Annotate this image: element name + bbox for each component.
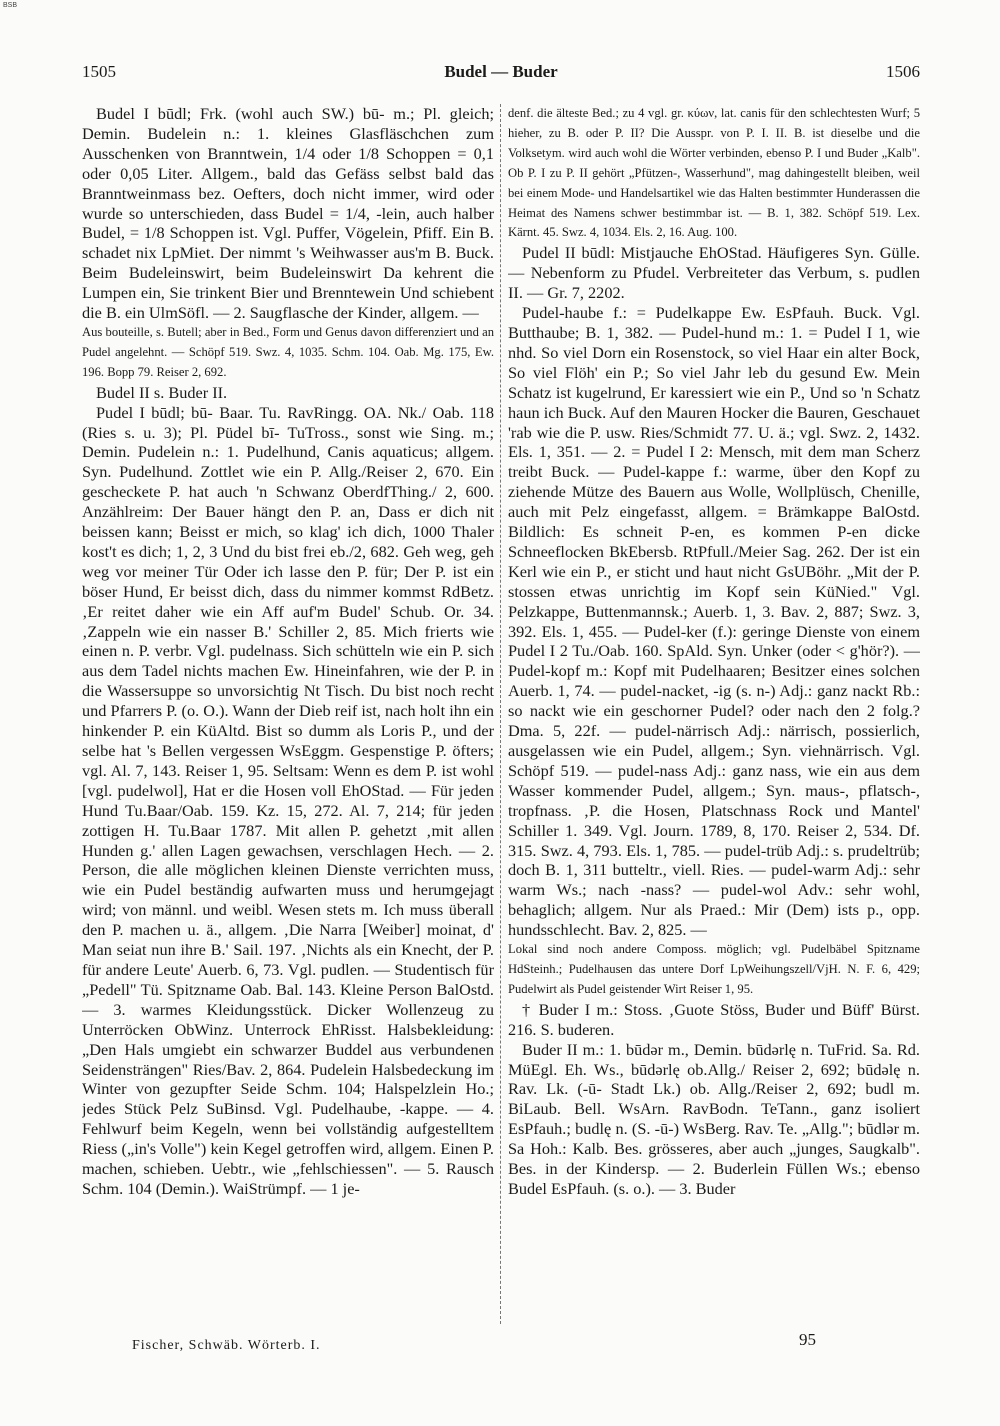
column-divider bbox=[500, 104, 501, 1324]
right-column bbox=[508, 104, 920, 1344]
publisher-line: Fischer, Schwäb. Wörterb. I. bbox=[132, 1338, 321, 1353]
page-footer bbox=[82, 1330, 920, 1358]
entry-pudel-compounds: Pudel-haube f.: = Pudelkappe Ew. EsPfauh. Buck. Vgl. Butthaube; B. 1, 382. — Pudel-hund m.: 1. = Pudel I 1, wie nhd. So viel Dorn ein Rosenstock, so viel Haar ein alter Bock, So viel Flöh' ein P.; So viel Jahr leb du gesund Ew. Mein Schatz ist kugelrund, Er karessiert wie ein P., Und so 'n Schatz haun ich Buck. Auf den Mauren Hocker die Bauren, Geschauet 'rab wie die P. usw. Ries/Schmidt 77. U. ä.; vgl. Swz. 2, 1432. Els. 1, 351. — 2. = Pudel I 2: Mensch, mit dem man Scherz treibt Buck. — Pudel-kappe f.: warme, über den Kopf zu ziehende Mütze des Bauern aus Wolle, Wollplüsch, Chenille, auch mit Pelz eingefasst, allgem. = Brämkappe BalOstd. Bildlich: Es schneit P-en, es kommen P-en dicke Schneeflocken BkEbersb. RtPfull./Meier Sag. 262. Der ist ein Kerl wie ein P., er sticht und haut nicht GsUBöhr. „Mit der P. stossen etwas unrichtig im Kopf sein KüNied." Vgl. Pelzkappe, Buttenmannsk.; Auerb. 1, 3. Bav. 2, 887; Swz. 3, 392. Els. 1, 455. — Pudel-ker (f.): geringe Dienste von einem Pudel I 2 Tu./Oab. 160. SpAld. Syn. Unker (oder < g'hör?). — Pudel-kopf m.: Kopf mit Pudelhaaren; Besitzer eines solchen Auerb. 1, 74. — pudel-nacket, -ig (s. n-) Adj.: ganz nackt Rb.: so nackt wie ein geschorner Pudel? oder nach den 2 folg.? Dma. 5, 22f. — pudel-närrisch Adj.: närrisch, possierlich, ausgelassen wie ein Pudel, allgem.; Syn. viehnärrisch. Vgl. Schöpf 519. — pudel-nass Adj.: ganz nass, wie ein aus dem Wasser kommender Pudel, allgem.; Syn. maus-, pflatsch-, tropfnass. ‚P. die Hosen, Platschnass Rock und Mantel' Schiller 1. 349. Vgl. Journ. 1789, 8, 170. Reiser 2, 534. Df. 315. Swz. 4, 793. Els. 1, 785. — pudel-trüb Adj.: s. prudeltrüb; doch B. 1, 311 butteltr., viell. Ries. — pudel-warm Adj.: sehr warm Ws.; nach -nass? — pudel-wol Adv.: sehr wohl, behaglich; allgem. Nur als Praed.: Mir (Dem) ists p., opp. hundsschlecht. Bav. 2, 825. — bbox=[508, 303, 920, 940]
entry-budel-1: Budel I būdl; Frk. (wohl auch SW.) bū- m.; Pl. gleich; Demin. Budelein n.: 1. kleines Glasfläschchen zum Ausschenken von Branntwein, 1/4 oder 1/8 Schoppen = 0,1 oder 0,05 Liter. Allgem., bald das Gefäss selbst bald das Branntweinmass bez. Oefters, doch nicht immer, wird oder wurde so unterschieden, dass Budel = 1/4, -lein, auch halber Budel, = 1/8 Schoppen ist. Vgl. Puffer, Vögelein, Pfiff. Ein B. schadet nix LpMiet. Der nimmt 's Weihwasser aus'm B. Buck. Beim Budeleinswirt, beim Budeleinswirt Da kehrent die Lumpen ein, Sie trinkent Bier und Brenntewein Und schiebent die B. ein UlmSöfl. — 2. Saugflasche der Kinder, allgem. — bbox=[82, 104, 494, 323]
sheet-number: 95 bbox=[799, 1330, 816, 1349]
etymology-note-continued: denf. die älteste Bed.; zu 4 vgl. gr. κύων, lat. canis für den schlechtesten Wurf; 5 hieher, zu B. oder P. II? Die Ausspr. von P. I. II. B. ist dieselbe und die Volksetym. wird auch wohl die Wörter verbinden, ebenso P. I und Buder „Kalb". Ob P. I zu P. II gehört „Pfützen-, Wasserhund", mag dahingestellt bleiben, weil bei einem Mode- und Handelsartikel wie das Halten bestimmter Hunderassen die Heimat des Namens schwer bestimmbar ist. — B. 1, 382. Schöpf 519. Lex. Kärnt. 45. Swz. 4, 1034. Els. 2, 16. Aug. 100. bbox=[508, 106, 920, 240]
compounds-note: Lokal sind noch andere Composs. möglich; vgl. Pudelbäbel Spitzname HdSteinh.; Pudelhausen das untere Dorf LpWeihungszell/VjH. N. F. 6, 429; Pudelwirt als Pudel geistender Wirt Reiser 1, 95. bbox=[508, 942, 920, 996]
entry-pudel-1: Pudel I būdl; bū- Baar. Tu. RavRingg. OA. Nk./ Oab. 118 (Ries s. u. 3); Pl. Püdel bī- TuTross., sonst wie Sing. m.; Demin. Pudelein n.: 1. Pudelhund, Canis aquaticus; allgem. Syn. Pudelhund. Zottlet wie ein P. Allg./Reiser 2, 670. Ein gescheckete P. hat auch 'n Schwanz OberdfThing./ 2, 600. Anzählreim: Der Bauer hängt den P. an, Dass er dich nit beissen kann; Beisst er mich, so klag' ich dich, 1000 Thaler kost't es dich; 1, 2, 3 Und du bist frei eb./2, 682. Geh weg, geh weg vor meiner Tür Oder ich lasse den P. für; Der P. ist ein böser Hund, Er beisst dich, dass du nimmer kommst RdBetz. ‚Er reitet daher wie ein Aff auf'm Budel' Schub. Or. 34. ‚Zappeln wie ein nasser B.' Schiller 2, 85. Mich frierts wie einen n. P. verbr. Vgl. pudelnass. Sich schütteln wie ein P. sich aus dem Tadel nichts machen Ew. Hineinfahren, wie der P. in die Wassersuppe so unvorsichtig Nt Tisch. Du bist noch recht und Pfarrers P. (o. O.). Wann der Dieb reif ist, nach holt ihn ein hinkender P. ein KüAltd. Bist so dumm als Loris P., und der selbe hat 's Bellen vergessen WsEggm. Gespenstige P. öfters; vgl. Al. 7, 143. Reiser 1, 95. Seltsam: Wenn es dem P. ist wohl [vgl. pudelwol], Hat er die Hosen voll EhOStad. — Für jeden Hund Tu.Baar/Oab. 159. Kz. 15, 272. Al. 7, 214; für jeden zottigen H. Tu.Baar 1787. Mit allen P. gehetzt ‚mit allen Hunden g.' allen Lagen gewachsen, verschlagen Hech. — 2. Person, die alle möglichen kleinen Dienste verrichten muss, wie ein Pudel beständig aufwarten muss und herumgejagt wird; von männl. und weibl. Wesen stets m. Ich muss überall den P. machen u. ä., allgem. ‚Die Narra [Weiber] moinat, d' Man seiat nun ihre B.' Sail. 197. ‚Nichts als ein Knecht, der P. für andere Leute' Auerb. 6, 73. Vgl. pudlen. — Studentisch für „Pedell" Tü. Spitzname Oab. Bal. 143. Kleine Person BalOstd. — 3. warmes Kleidungsstück. Dicker Wollenzeug zu Unterröcken ObWinz. Unterrock EhRisst. Halsbekleidung: „Den Hals umgiebt ein schwarzer Buddel aus verbundenen Seidensträngen" Ries/Bav. 2, 864. Pudelein Halsbedeckung im Winter von gezupfter Seide Schm. 104; Halspelzlein Ho.; jedes Stück Pelz SuBinsd. Vgl. Pudelhaube, -kappe. — 4. Fehlwurf beim Kegeln, wenn bei vollständig aufgestelltem Riess („in's Volle") kein Kegel getroffen wird, allgem. Einen P. machen, schieben. Uebtr., wie „fehlschiessen". — 5. Rausch Schm. 104 (Demin.). WaiStrümpf. — 1 je- bbox=[82, 402, 494, 1198]
page-number-right: 1506 bbox=[886, 62, 920, 81]
running-head: Budel — Buder bbox=[444, 62, 558, 81]
library-stamp: BSB bbox=[3, 2, 18, 9]
left-column bbox=[82, 104, 494, 1344]
entry-buder-2: Buder II m.: 1. būdər m., Demin. būdərlę n. TuFrid. Sa. Rd. MüEgl. Eh. Ws., būdərlę ob.Allg./ Reiser 2, 692; būdəlę n. Rav. Lk. (-ū- Stadt Lk.) ob. Allg./Reiser 2, 692; budl m. BiLaub. Bell. WsArn. RavBodn. TeTann., ganz isoliert EsPfauh.; budlę n. (S. -ū-) WsBerg. Rav. Te. „Allg."; būdlər m. Sa Hoh.: Kalb. Bes. grösseres, aber auch „junges, Saugkalb". Bes. in der Kindersp. — 2. Buderlein Füllen Ws.; ebenso Budel EsPfauh. (s. o.). — 3. Buder bbox=[508, 1039, 920, 1198]
entry-buder-1: † Buder I m.: Stoss. ‚Guote Stöss, Buder und Büff' Bürst. 216. S. buderen. bbox=[508, 999, 920, 1039]
page-header bbox=[82, 62, 920, 84]
entry-budel-2: Budel II s. Buder II. bbox=[96, 382, 228, 402]
entry-pudel-2: Pudel II būdl: Mistjauche EhOStad. Häufigeres Syn. Gülle. — Nebenform zu Pfudel. Verbreiteter das Verbum, s. pudlen II. — Gr. 7, 2202. bbox=[508, 243, 920, 303]
etymology-note: Aus bouteille, s. Butell; aber in Bed., Form und Genus davon differenziert und an Pudel angelehnt. — Schöpf 519. Swz. 4, 1035. Schm. 104. Oab. Mg. 175, Ew. 196. Bopp 79. Reiser 2, 692. bbox=[82, 324, 494, 379]
page-number-left: 1505 bbox=[82, 62, 116, 81]
